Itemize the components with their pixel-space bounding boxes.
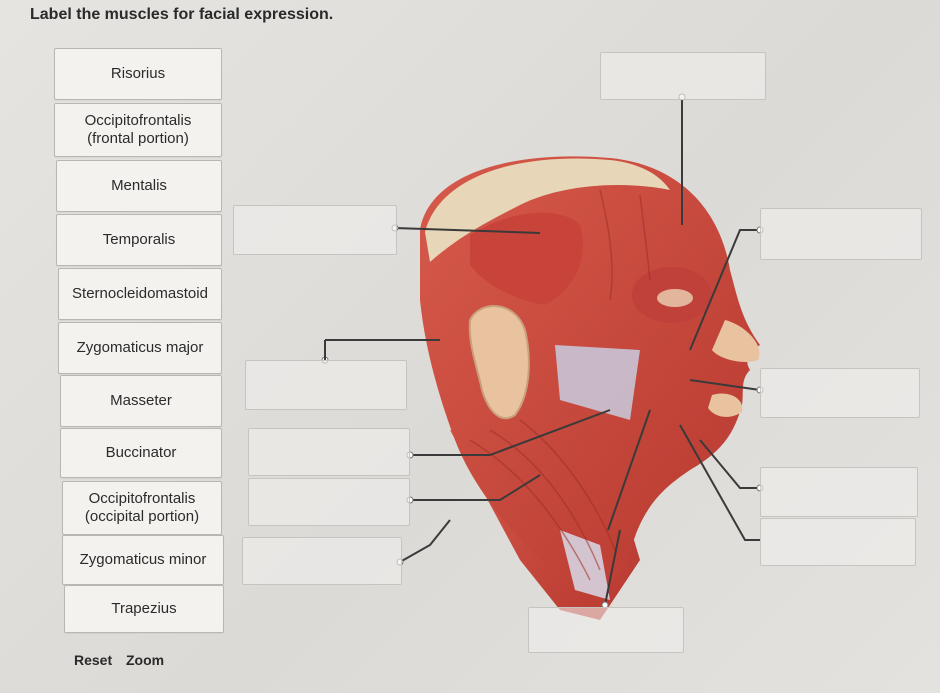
label-text: Zygomaticus minor	[79, 551, 207, 568]
zoom-button[interactable]: Zoom	[126, 652, 165, 668]
eye	[657, 289, 693, 307]
drop-target-7[interactable]	[248, 478, 410, 526]
drop-target-10[interactable]	[760, 518, 916, 566]
drop-target-5[interactable]	[760, 368, 920, 418]
label-text: Masseter	[110, 392, 172, 409]
label-text: Temporalis	[102, 231, 176, 248]
drop-target-1[interactable]	[600, 52, 766, 100]
label-text: Trapezius	[111, 600, 177, 617]
drop-target-9[interactable]	[242, 537, 402, 585]
instruction-text: Label the muscles for facial expression.	[30, 6, 334, 23]
label-text: Occipitofrontalis (frontal portion)	[84, 112, 192, 147]
label-text: Mentalis	[111, 177, 167, 194]
label-text: Sternocleidomastoid	[72, 285, 208, 302]
label-text: Buccinator	[105, 444, 177, 461]
reset-button[interactable]: Reset	[74, 652, 113, 668]
label-text: Occipitofrontalis (occipital portion)	[84, 490, 200, 525]
drop-target-11[interactable]	[528, 607, 684, 653]
drop-target-8[interactable]	[760, 467, 918, 517]
drop-target-2[interactable]	[233, 205, 397, 255]
drop-target-6[interactable]	[248, 428, 410, 476]
label-text: Zygomaticus major	[76, 339, 204, 356]
label-text: Risorius	[110, 65, 166, 82]
drop-target-3[interactable]	[760, 208, 922, 260]
drop-target-4[interactable]	[245, 360, 407, 410]
